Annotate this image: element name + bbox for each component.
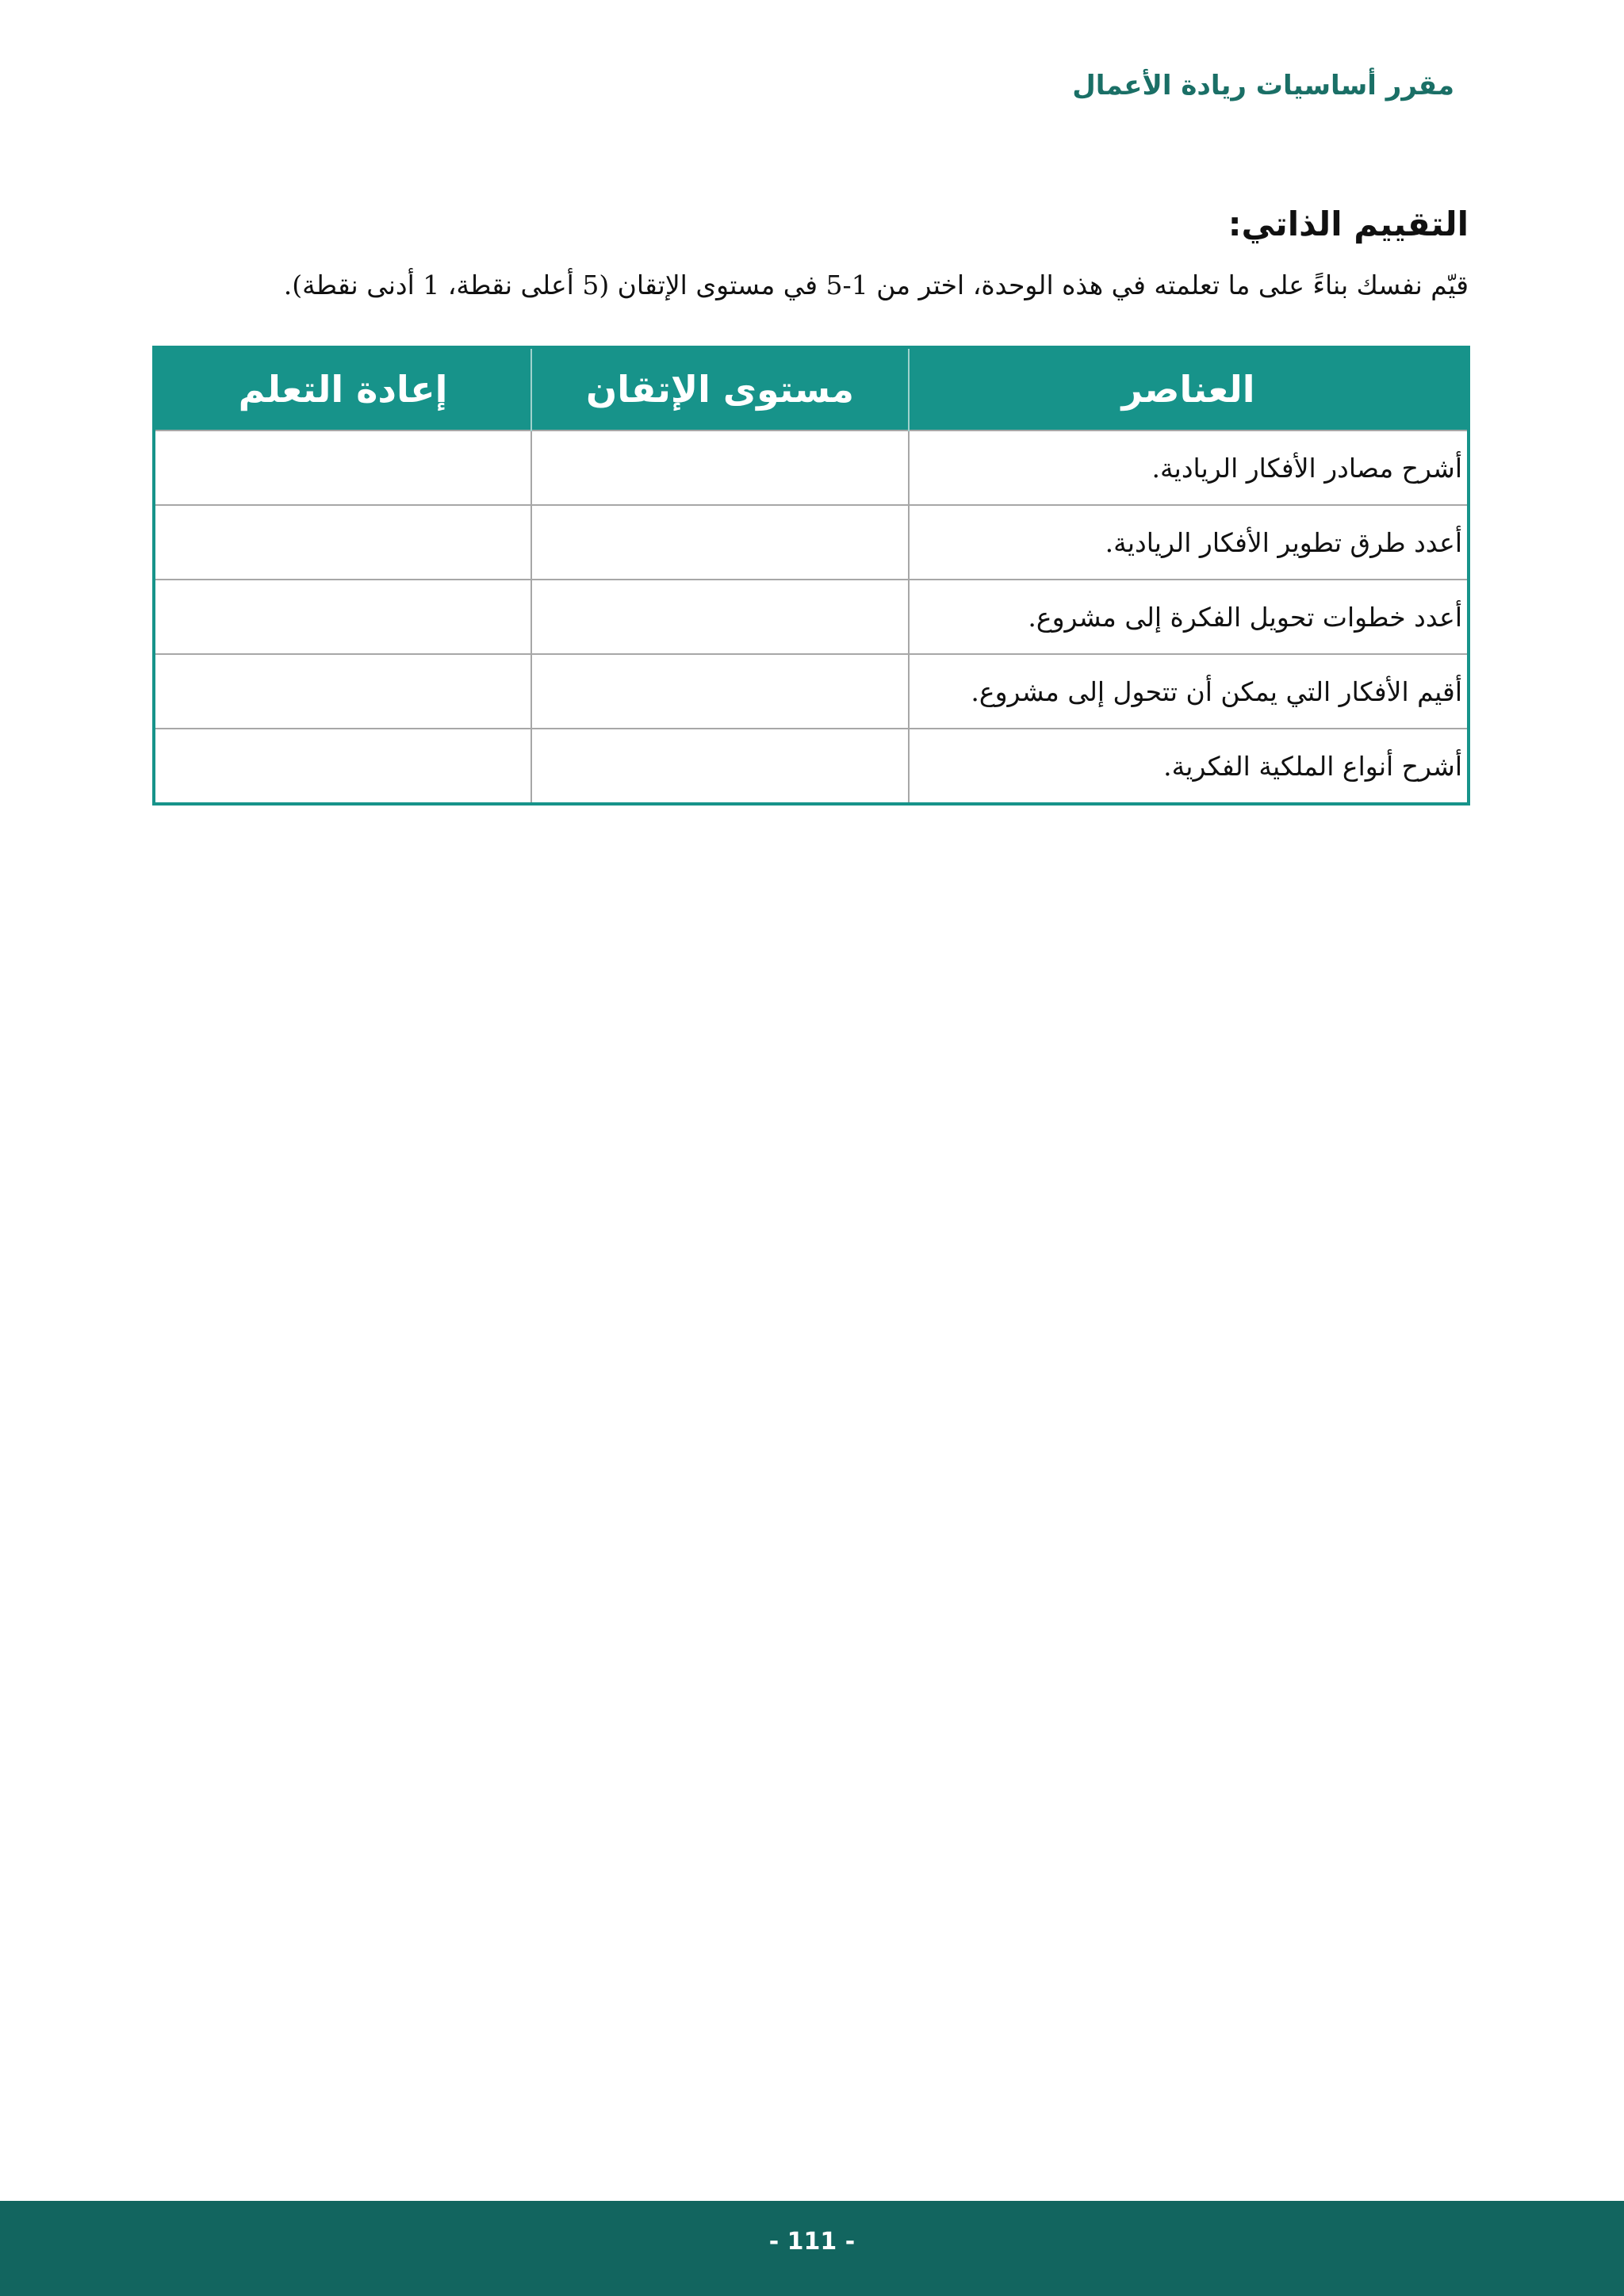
relearn-cell[interactable] [154, 580, 531, 654]
table-row [154, 654, 1469, 729]
self-assessment-table [152, 346, 1470, 806]
footer-bar [0, 2201, 1624, 2296]
item-cell: أعدد طرق تطوير الأفكار الريادية. [909, 505, 1469, 580]
header-mastery: مستوى الإتقان [531, 347, 909, 430]
instructions-text: قيّم نفسك بناءً على ما تعلمته في هذه الوحدة، اختر من 1-5 في مستوى الإتقان (5 أعلى نقطة، 1 أدنى نقطة). [283, 270, 1469, 300]
section-title: التقييم الذاتي: [1228, 205, 1469, 243]
item-cell: أشرح مصادر الأفكار الريادية. [909, 430, 1469, 505]
header-relearn: إعادة التعلم [154, 347, 531, 430]
relearn-cell[interactable] [154, 654, 531, 729]
mastery-cell[interactable] [531, 729, 909, 804]
page-number: - 111 - [768, 2228, 856, 2256]
table-row [154, 430, 1469, 505]
item-cell: أعدد خطوات تحويل الفكرة إلى مشروع. [909, 580, 1469, 654]
mastery-cell[interactable] [531, 580, 909, 654]
header-items: العناصر [909, 347, 1469, 430]
item-cell: أقيم الأفكار التي يمكن أن تتحول إلى مشروع. [909, 654, 1469, 729]
item-cell: أشرح أنواع الملكية الفكرية. [909, 729, 1469, 804]
mastery-cell[interactable] [531, 505, 909, 580]
mastery-cell[interactable] [531, 654, 909, 729]
course-title: مقرر أساسيات ريادة الأعمال [1072, 70, 1454, 101]
table-row [154, 505, 1469, 580]
table-row [154, 729, 1469, 804]
relearn-cell[interactable] [154, 729, 531, 804]
mastery-cell[interactable] [531, 430, 909, 505]
table-row [154, 580, 1469, 654]
table-header-row [154, 347, 1469, 430]
relearn-cell[interactable] [154, 505, 531, 580]
relearn-cell[interactable] [154, 430, 531, 505]
